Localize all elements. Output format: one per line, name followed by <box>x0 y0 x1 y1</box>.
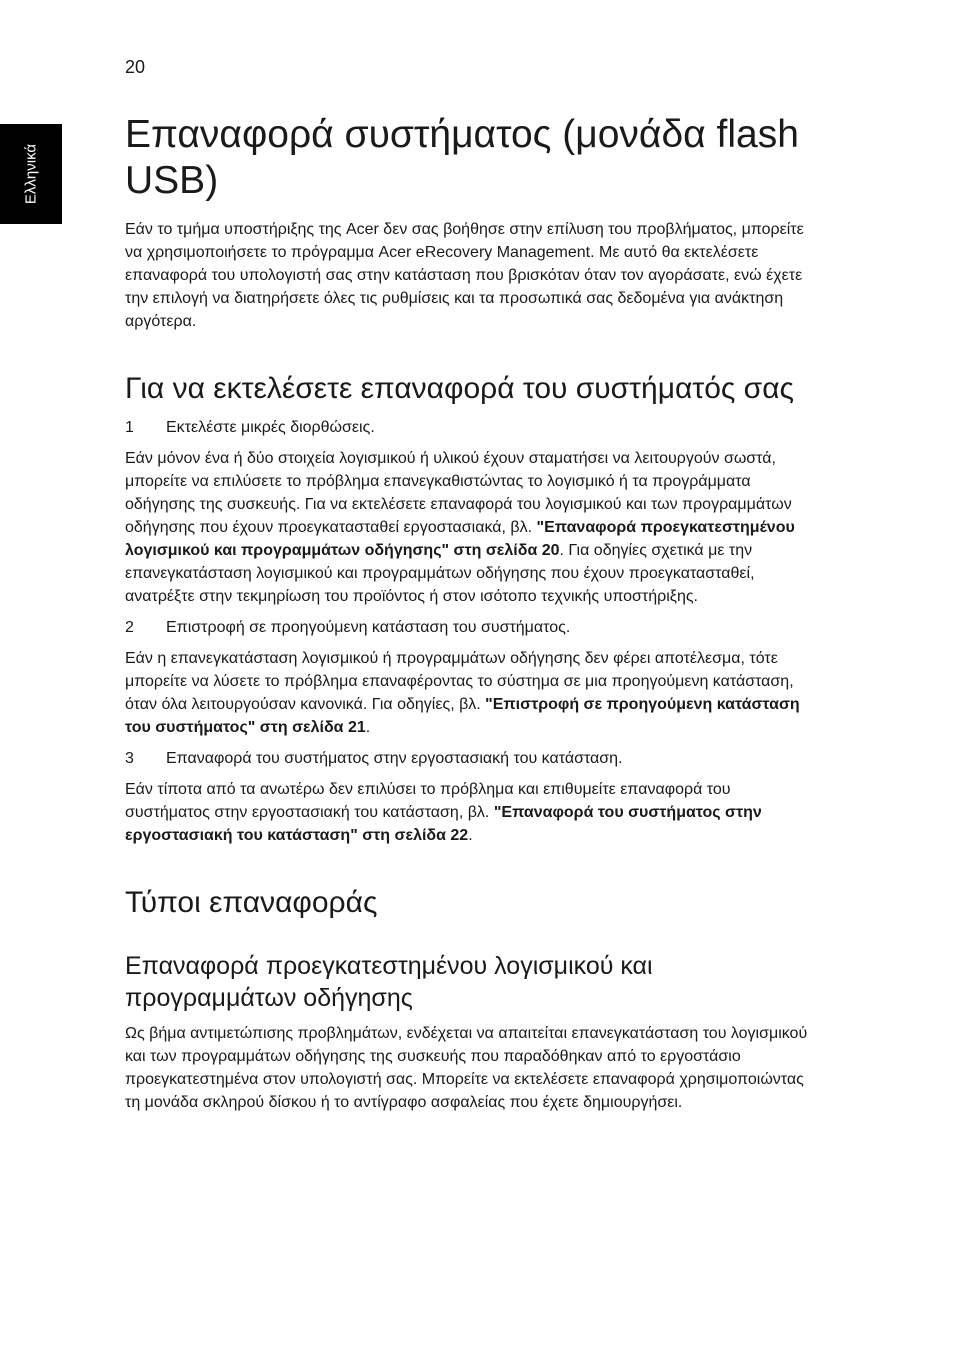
step-number: 3 <box>125 750 134 767</box>
step-1-reference-link[interactable]: "Επαναφορά προεγκατεστημένου λογισμικού και προγραμμάτων οδήγησης" στη σελίδα 20 <box>125 519 795 559</box>
language-tab-label: Ελληνικά <box>22 143 40 205</box>
step-text: Επαναφορά του συστήματος στην εργοστασιακή του κατάσταση. <box>166 750 623 767</box>
language-tab <box>0 124 62 224</box>
step-2 <box>125 616 815 639</box>
subsection-body: Ως βήμα αντιμετώπισης προβλημάτων, ενδέχεται να απαιτείται επανεγκατάσταση του λογισμικού και των προγραμμάτων οδήγησης της συσκευής που παραδόθηκαν από το εργοστάσιο προεγκατεστημένα στον υπολογιστή σας. Μπορείτε να εκτελέσετε επαναφορά χρησιμοποιώντας τη μονάδα σκληρού δίσκου ή το αντίγραφο ασφαλείας που έχετε δημιουργήσει. <box>125 1025 808 1111</box>
subsection-heading-preinstalled-software: Επαναφορά προεγκατεστημένου λογισμικού και προγραμμάτων οδήγησης <box>125 952 653 1012</box>
step-1-body-text: Εάν μόνον ένα ή δύο στοιχεία λογισμικού ή υλικού έχουν σταματήσει να λειτουργούν σωστά, μπορείτε να επιλύσετε το πρόβλημα επανεγκαθιστώντας το λογισμικό ή τα προγράμματα οδήγησης της συσκευής. Για να εκτελέσετε επαναφορά του λογισμικού και των προγραμμάτων οδήγησης που έχουν προεγκατασταθεί εργοστασιακά, βλ. <box>125 450 792 536</box>
step-1-body-text-end: . Για οδηγίες σχετικά με την επανεγκατάσταση λογισμικού και προγραμμάτων οδήγησης που έχουν προεγκατασταθεί, ανατρέξτε στην τεκμηρίωση του προϊόντος ή στον ισότοπο τεχνικής υποστήριξης. <box>125 542 755 605</box>
step-text: Επιστροφή σε προηγούμενη κατάσταση του συστήματος. <box>166 619 571 636</box>
step-2-body-text: Εάν η επανεγκατάσταση λογισμικού ή προγραμμάτων οδήγησης δεν φέρει αποτέλεσμα, τότε μπορείτε να λύσετε το πρόβλημα επαναφέροντας το σύστημα σε μια προηγούμενη κατάσταση, όταν όλα λειτουργούσαν κανονικά. Για οδηγίες, βλ. <box>125 650 794 713</box>
step-3 <box>125 747 815 770</box>
page-content <box>125 112 815 1122</box>
step-text: Εκτελέστε μικρές διορθώσεις. <box>166 419 375 436</box>
intro-paragraph: Εάν το τμήμα υποστήριξης της Acer δεν σας βοήθησε στην επίλυση του προβλήματος, μπορείτε να χρησιμοποιήσετε το πρόγραμμα Acer eRecovery Management. Με αυτό θα εκτελέσετε επαναφορά του υπολογιστή σας στην κατάσταση που βρισκόταν όταν τον αγοράσατε, ενώ έχετε την επιλογή να διατηρήσετε όλες τις ρυθμίσεις και τα προσωπικά σας δεδομένα για ανάκτηση αργότερα. <box>125 221 804 330</box>
step-1-body <box>125 447 815 608</box>
step-3-body <box>125 778 815 847</box>
step-1 <box>125 416 815 439</box>
step-number: 1 <box>125 419 134 436</box>
page-number: 20 <box>125 57 146 77</box>
step-2-reference-link[interactable]: "Επιστροφή σε προηγούμενη κατάσταση του συστήματος" στη σελίδα 21 <box>125 696 800 736</box>
step-3-reference-link[interactable]: "Επαναφορά του συστήματος στην εργοστασιακή του κατάσταση" στη σελίδα 22 <box>125 804 762 844</box>
step-2-body <box>125 647 815 739</box>
step-number: 2 <box>125 619 134 636</box>
step-3-body-text-end: . <box>468 827 473 844</box>
section-heading-recovery-types: Τύποι επαναφοράς <box>125 886 378 919</box>
page-title: Επαναφορά συστήματος (μονάδα flash USB) <box>125 113 799 202</box>
section-heading-restore-system: Για να εκτελέσετε επαναφορά του συστήματός σας <box>125 372 794 405</box>
step-3-body-text: Εάν τίποτα από τα ανωτέρω δεν επιλύσει το πρόβλημα και επιθυμείτε επαναφορά του συστήματος στην εργοστασιακή του κατάσταση, βλ. <box>125 781 731 821</box>
step-2-body-text-end: . <box>365 719 371 736</box>
